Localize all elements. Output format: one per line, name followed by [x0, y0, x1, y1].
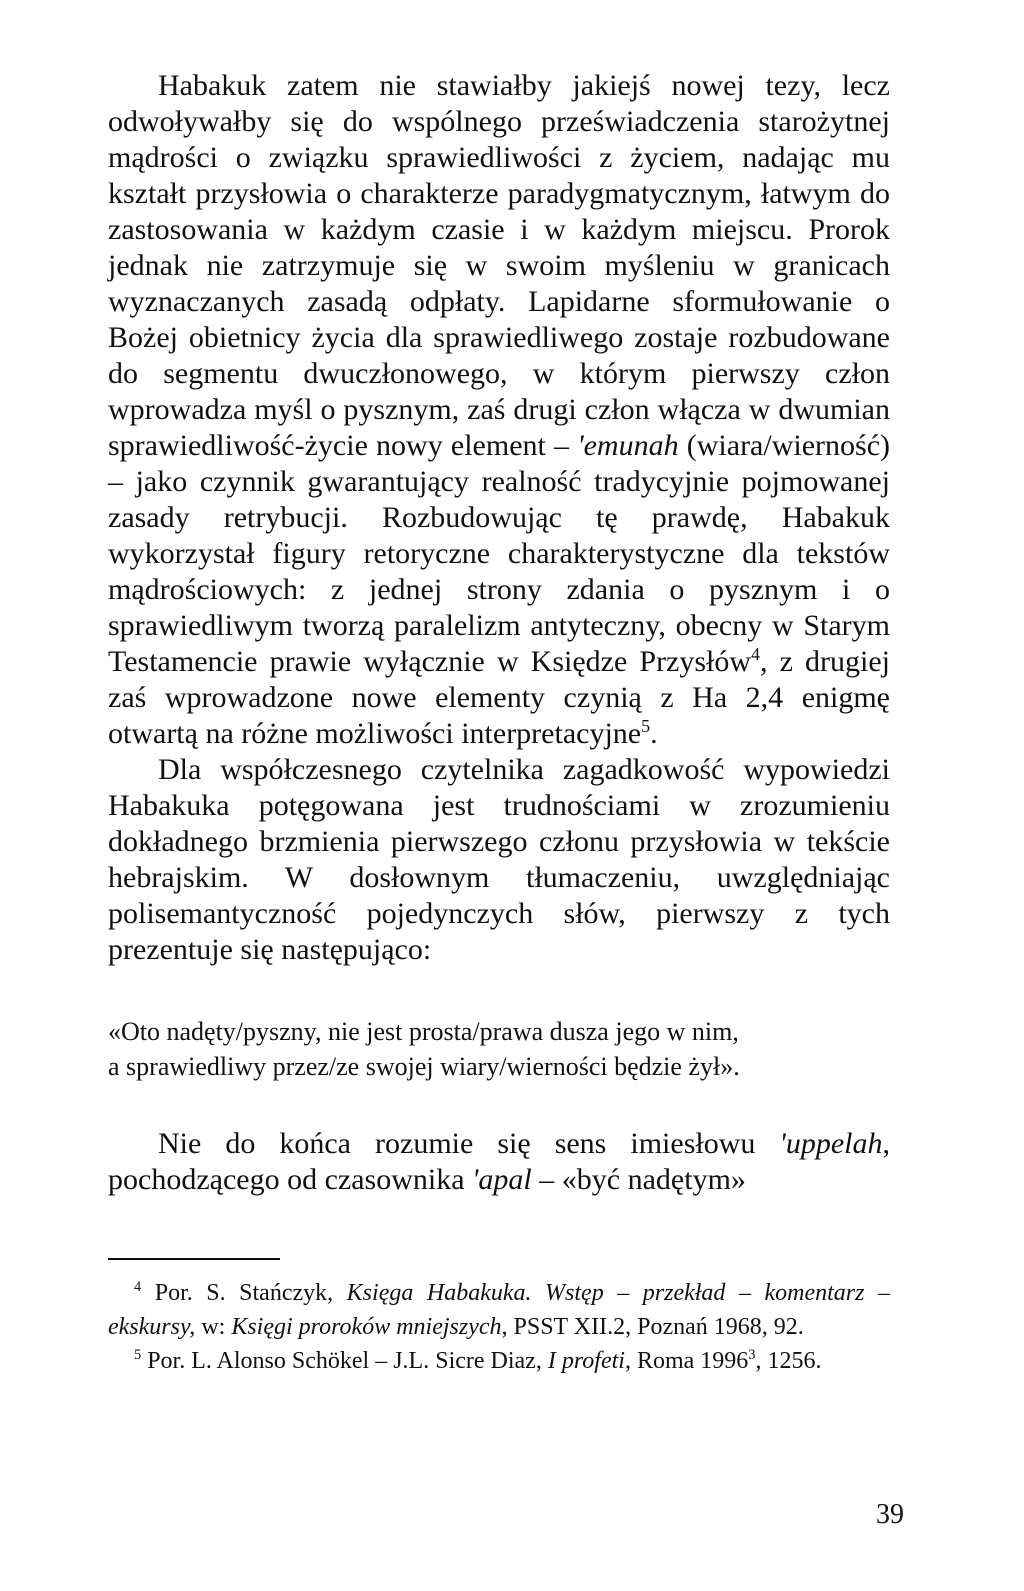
paragraph-3-text-b: , pochodzącego od czasownika — [108, 1127, 890, 1196]
paragraph-1-text-a: Habakuk zatem nie stawiałby jakiejś nowej tezy, lecz odwoływałby się do wspólnego przeświadczenia starożytnej mądrości o związku sprawiedliwości z życiem, nadając mu kształt przysłowia o charakterze paradygmatycznym, łatwym do zastosowania w każdym czasie i w każdym miejscu. Prorok jednak nie zatrzymuje się w swoim myśleniu w granicach wyznaczanych zasadą odpłaty. Lapidarne sformułowanie o Bożej obietnicy życia dla sprawiedliwego zostaje rozbudowane do segmentu dwuczłonowego, w którym pierwszy człon wprowadza myśl o pysznym, zaś drugi człon włącza w dwumian sprawiedliwość-życie nowy element – — [108, 69, 890, 462]
paragraph-1-text-b: (wiara/wierność) – jako czynnik gwarantujący realność tradycyjnie pojmowanej zasady retrybucji. Rozbudowując tę prawdę, Habakuk wykorzystał figury retoryczne charakterystyczne dla tekstów mądrościowych: z jednej strony zdania o pysznym i o sprawiedliwym tworzą paralelizm antyteczny, obecny w Starym Testamencie prawie wyłącznie w Księdze Przysłów — [108, 429, 890, 678]
footnote-4-text-c: , PSST XII.2, Poznań 1968, 92. — [501, 1314, 804, 1340]
footnote-5-text-b: , Roma 1996 — [624, 1348, 749, 1374]
block-quote — [108, 1014, 890, 1084]
footnote-4-number: 4 — [134, 1279, 142, 1295]
footnote-5 — [108, 1344, 890, 1378]
footnote-ref-5[interactable]: 5 — [641, 716, 651, 736]
paragraph-3 — [108, 1126, 890, 1198]
footnote-5-text-a: Por. L. Alonso Schökel – J.L. Sicre Diaz, — [141, 1348, 548, 1374]
paragraph-1-text-c: , z drugiej zaś wprowadzone nowe elementy czynią z Ha 2,4 enigmę otwartą na różne możliwości interpretacyjne — [108, 645, 890, 750]
footnote-4 — [108, 1276, 890, 1344]
paragraph-2: Dla współczesnego czytelnika zagadkowość wypowiedzi Habakuka potęgowana jest trudnościami w zrozumieniu dokładnego brzmienia pierwszego członu przysłowia w tekście hebrajskim. W dosłownym tłumaczeniu, uwzględniając polisemantyczność pojedynczych słów, pierwszy z tych prezentuje się następująco: — [108, 753, 890, 966]
paragraph-1-text-d: . — [650, 717, 658, 750]
term-uppelah: 'uppelah — [779, 1127, 883, 1160]
footnote-5-edition: 3 — [748, 1347, 756, 1363]
quote-line-2: a sprawiedliwy przez/ze swojej wiary/wierności będzie żył». — [108, 1052, 740, 1081]
text-column — [108, 68, 890, 1378]
footnote-4-series: Księgi proroków mniejszych — [231, 1314, 502, 1340]
footnote-5-number: 5 — [134, 1347, 142, 1363]
footnote-5-title: I profeti — [547, 1348, 625, 1374]
quote-line-1: «Oto nadęty/pyszny, nie jest prosta/prawa dusza jego w nim, — [108, 1017, 739, 1046]
footnote-divider — [108, 1258, 280, 1260]
paragraph-1 — [108, 68, 890, 752]
footnote-4-text-a: Por. S. Stańczyk, — [141, 1280, 347, 1306]
page-number: 39 — [876, 1499, 904, 1530]
term-emunah: 'emunah — [577, 429, 679, 462]
footnote-5-text-c: , 1256. — [755, 1348, 822, 1374]
footnote-4-title: Księga Habakuka. Wstęp – przekład – komentarz – ekskursy, — [108, 1280, 890, 1340]
term-apal: 'apal — [472, 1163, 532, 1196]
paragraph-3-text-c: – «być nadętym» — [531, 1163, 746, 1196]
footnote-ref-4[interactable]: 4 — [751, 644, 761, 664]
paragraph-3-text-a: Nie do końca rozumie się sens imiesłowu — [158, 1127, 780, 1160]
footnote-4-text-b: w: — [195, 1314, 232, 1340]
